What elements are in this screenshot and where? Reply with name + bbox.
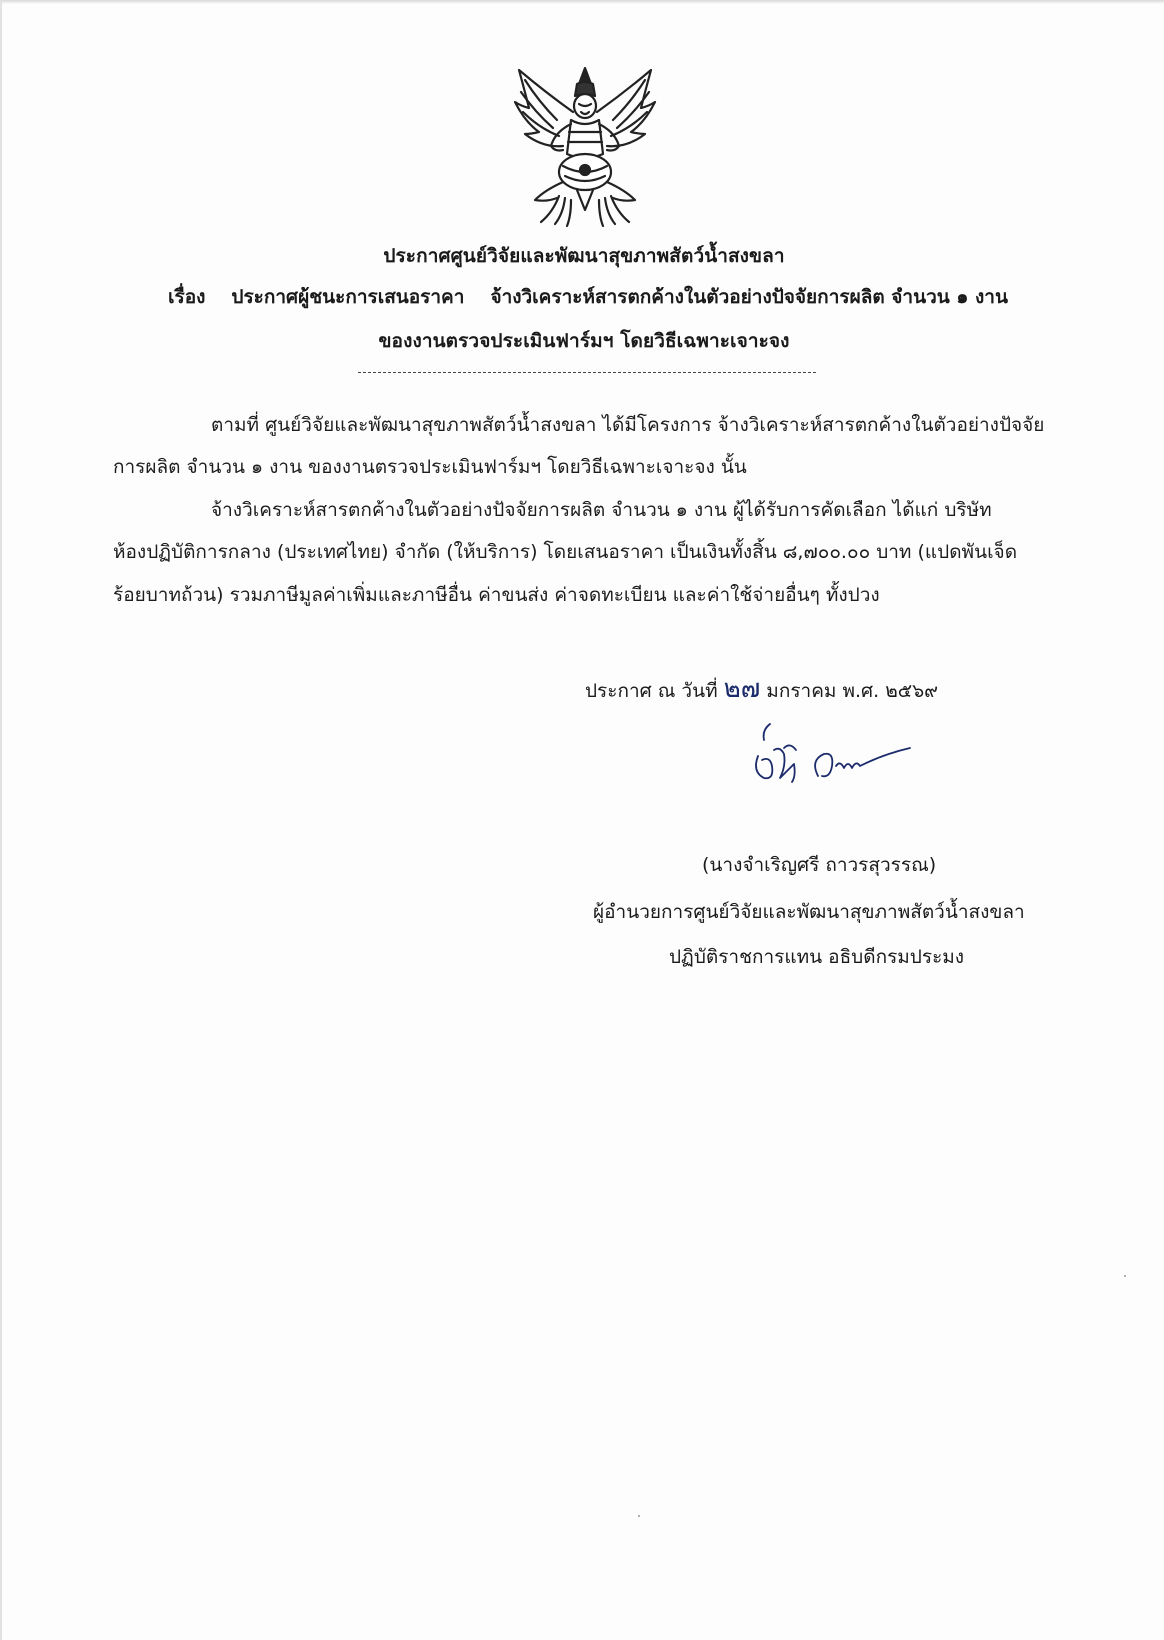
subject-lead: ประกาศผู้ชนะการเสนอราคา [231, 286, 465, 308]
garuda-emblem-icon [505, 62, 665, 230]
paragraph-2-line-3: ร้อยบาทถ้วน) รวมภาษีมูลค่าเพิ่มและภาษีอื่น ค่าขนส่ง ค่าจดทะเบียน และค่าใช้จ่ายอื่นๆ ทั้งปวง [113, 584, 880, 606]
dashed-divider [358, 372, 816, 373]
subject-text: จ้างวิเคราะห์สารตกค้างในตัวอย่างปัจจัยการผลิต จำนวน ๑ งาน [490, 286, 1008, 308]
paragraph-2-line-1: จ้างวิเคราะห์สารตกค้างในตัวอย่างปัจจัยการผลิต จำนวน ๑ งาน ผู้ได้รับการคัดเลือก ได้แก่ บริษัท [211, 499, 992, 521]
date-month: มกราคม [766, 680, 837, 702]
subject-line [168, 282, 1008, 312]
scan-edge [2, 0, 1164, 4]
signatory-acting-for: ปฏิบัติราชการแทน อธิบดีกรมประมง [669, 946, 965, 968]
announcement-title: ประกาศศูนย์วิจัยและพัฒนาสุขภาพสัตว์น้ำสงขลา [383, 245, 785, 267]
paragraph-1-line-2: การผลิต จำนวน ๑ งาน ของงานตรวจประเมินฟาร์มฯ โดยวิธีเฉพาะเจาะจง นั้น [113, 456, 747, 478]
signatory-name: (นางจำเริญศรี ถาวรสุวรรณ) [702, 854, 937, 876]
date-prefix: ประกาศ ณ วันที่ [585, 680, 718, 702]
subject-continuation: ของงานตรวจประเมินฟาร์มฯ โดยวิธีเฉพาะเจาะจง [378, 330, 790, 352]
paragraph-1-line-1: ตามที่ ศูนย์วิจัยและพัฒนาสุขภาพสัตว์น้ำสงขลา ได้มีโครงการ จ้างวิเคราะห์สารตกค้างในตัวอย่างปัจจัย [211, 414, 1045, 436]
paragraph-2-line-2: ห้องปฏิบัติการกลาง (ประเทศไทย) จำกัด (ให้บริการ) โดยเสนอราคา เป็นเงินทั้งสิ้น ๘,๗๐๐.๐๐ บาท (แปดพันเจ็ด [113, 541, 1018, 563]
subject-label: เรื่อง [168, 286, 206, 308]
scan-speck [638, 1515, 640, 1517]
scan-speck [1124, 1275, 1126, 1277]
signatory-position: ผู้อำนวยการศูนย์วิจัยและพัฒนาสุขภาพสัตว์น้ำสงขลา [593, 901, 1025, 923]
date-day-handwritten: ๒๗ [723, 674, 761, 704]
handwritten-signature-icon [744, 720, 934, 810]
date-era: พ.ศ. [842, 680, 880, 702]
date-year: ๒๕๖๙ [885, 680, 939, 702]
announcement-date [585, 668, 938, 709]
